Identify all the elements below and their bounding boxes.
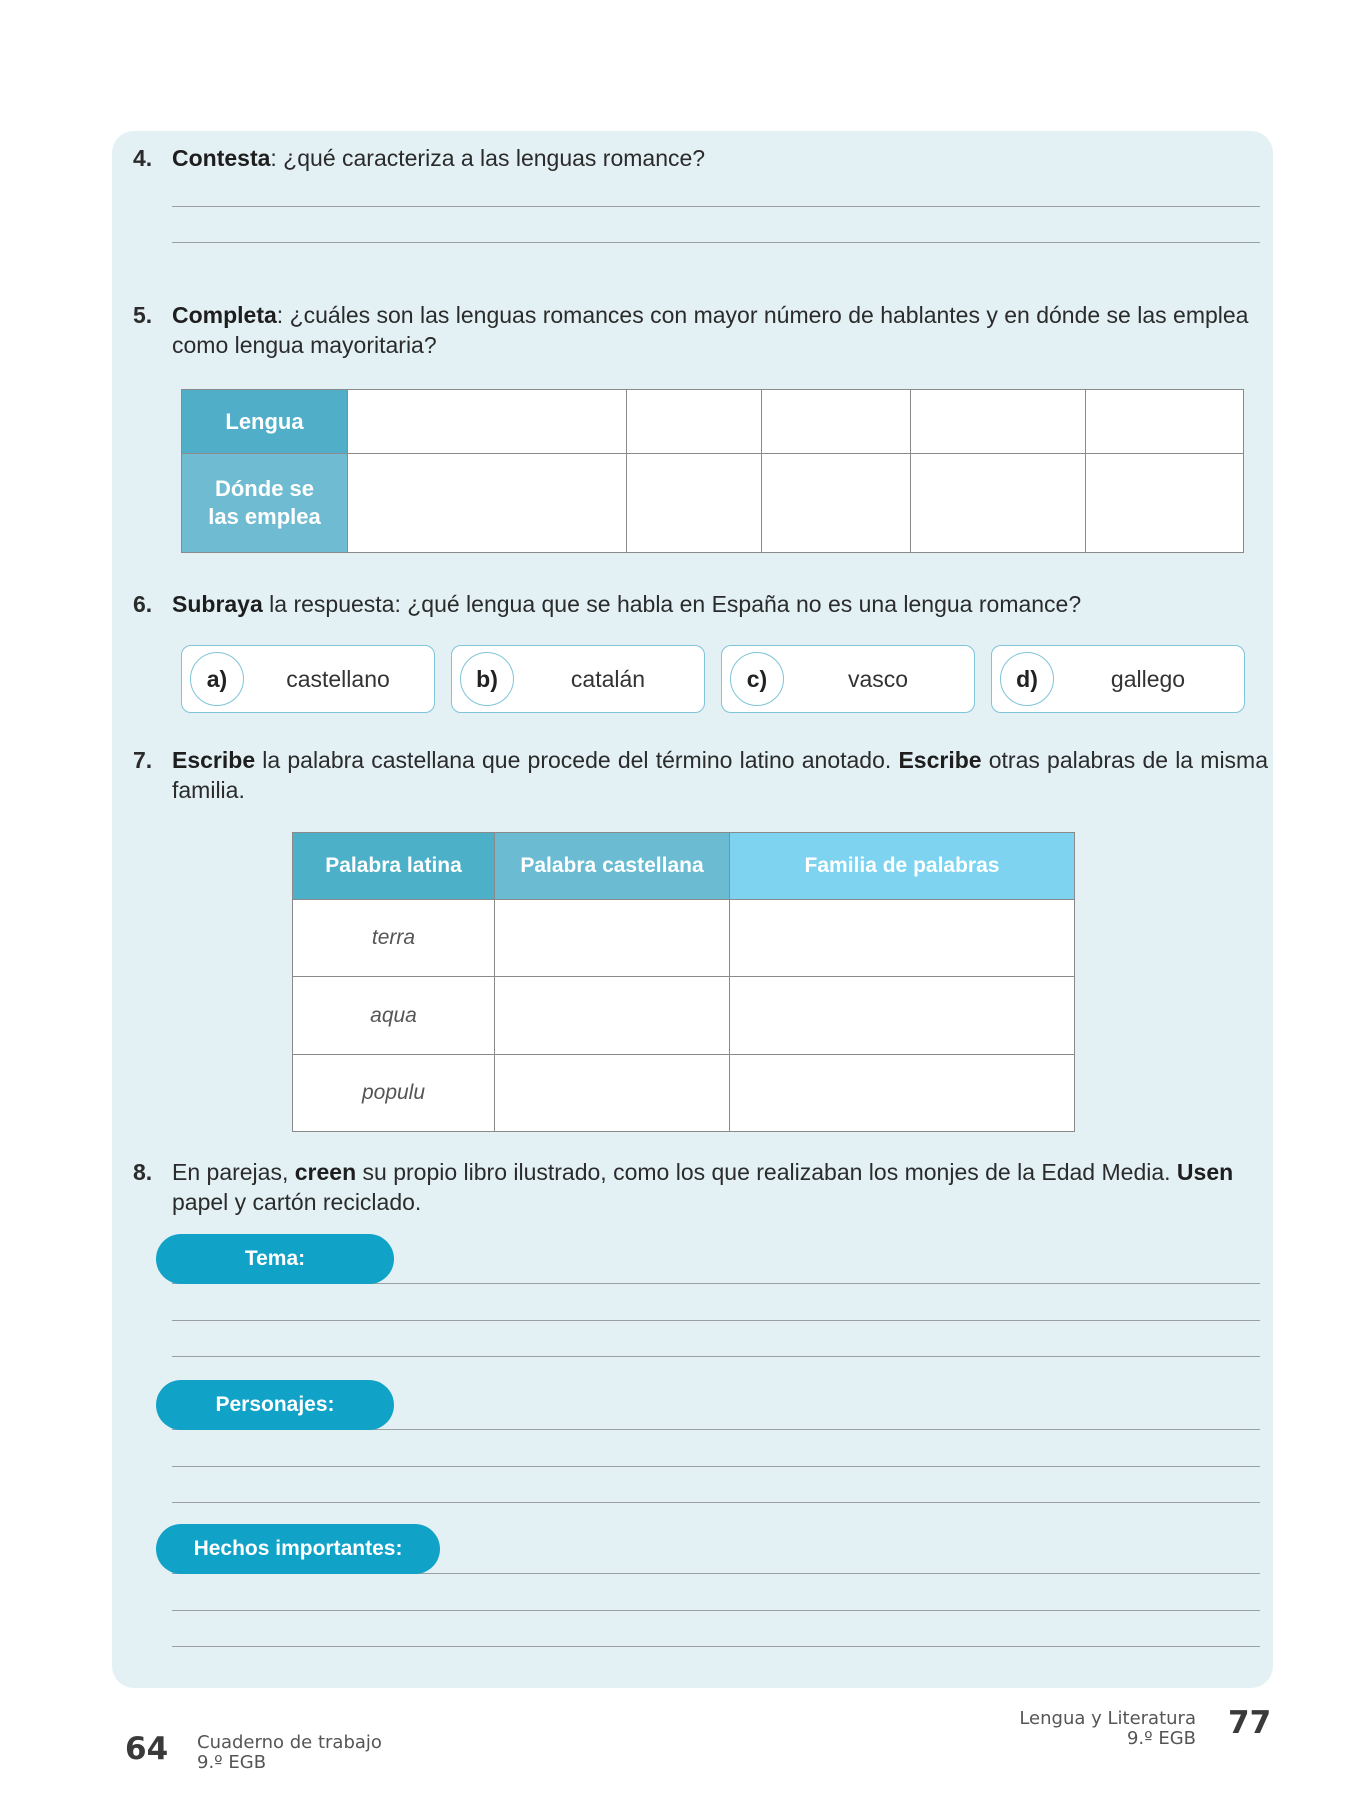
option-d[interactable] [991,645,1245,713]
question-5 [133,300,1268,360]
question-verb: creen [294,1159,357,1185]
question-text: papel y cartón reciclado. [172,1189,422,1215]
question-verb: Usen [1176,1159,1234,1185]
table-cell[interactable] [627,454,762,553]
column-header: Palabra latina [293,833,495,900]
table-cell[interactable] [627,390,762,454]
question-number: 4. [133,145,153,171]
option-a[interactable] [181,645,435,713]
question-verb: Completa [172,302,277,328]
option-letter: c) [730,652,784,706]
answer-line[interactable] [172,1610,1260,1611]
answer-line[interactable] [172,1646,1260,1647]
answer-line[interactable] [172,242,1260,243]
table-row [293,977,1075,1055]
latin-word: aqua [293,977,495,1055]
question-number: 6. [133,591,153,617]
answer-line[interactable] [172,1502,1260,1503]
question-text: : ¿cuáles son las lenguas romances con mayor número de hablantes y en dónde se las emplea como lengua mayoritaria? [172,302,1249,358]
left-footer-title: Cuaderno de trabajo 9.º EGB [197,1732,382,1773]
table-cell[interactable] [730,1055,1075,1132]
hechos-label: Hechos importantes: [156,1524,440,1574]
latin-word: populu [293,1055,495,1132]
option-letter: d) [1000,652,1054,706]
table-row [293,900,1075,977]
option-b[interactable] [451,645,705,713]
table-cell[interactable] [348,390,627,454]
table-cell[interactable] [911,390,1086,454]
tema-label: Tema: [156,1234,394,1284]
table-cell[interactable] [762,454,911,553]
table-row [293,1055,1075,1132]
latin-words-table [292,832,1075,1132]
question-text: : ¿qué caracteriza a las lenguas romance? [270,145,706,171]
option-letter: b) [460,652,514,706]
option-label: vasco [847,665,909,692]
question-text: otras palabras de la misma familia. [172,747,1268,803]
languages-table [181,389,1244,553]
table-cell[interactable] [495,977,730,1055]
answer-line[interactable] [172,1320,1260,1321]
question-8 [133,1157,1268,1217]
right-footer-title: Lengua y Literatura 9.º EGB [1019,1708,1196,1749]
row-header-donde: Dónde se las emplea [182,454,348,553]
table-cell[interactable] [762,390,911,454]
row-header-lengua: Lengua [182,390,348,454]
option-c[interactable] [721,645,975,713]
personajes-label: Personajes: [156,1380,394,1430]
question-verb: Contesta [172,145,271,171]
option-label: castellano [286,665,390,692]
column-header: Palabra castellana [495,833,730,900]
option-label: catalán [570,665,646,692]
latin-word: terra [293,900,495,977]
question-text: la palabra castellana que procede del término latino anotado. [255,747,899,773]
question-number: 8. [133,1159,153,1185]
table-cell[interactable] [730,900,1075,977]
question-number: 7. [133,747,153,773]
question-7 [133,745,1268,805]
table-cell[interactable] [730,977,1075,1055]
answer-line[interactable] [172,1356,1260,1357]
table-cell[interactable] [348,454,627,553]
answer-line[interactable] [172,1466,1260,1467]
question-text: su propio libro ilustrado, como los que realizaban los monjes de la Edad Media. [356,1159,1177,1185]
question-text: la respuesta: ¿qué lengua que se habla en España no es una lengua romance? [262,591,1082,617]
question-4 [133,143,1268,173]
question-verb: Escribe [172,747,256,773]
table-cell[interactable] [495,900,730,977]
question-verb: Subraya [172,591,263,617]
question-text: En parejas, [172,1159,295,1185]
table-cell[interactable] [1086,390,1244,454]
table-cell[interactable] [1086,454,1244,553]
question-verb: Escribe [898,747,982,773]
left-page-number: 64 [125,1731,169,1767]
table-cell[interactable] [911,454,1086,553]
question-6 [133,589,1268,619]
option-letter: a) [190,652,244,706]
question-number: 5. [133,302,153,328]
column-header: Familia de palabras [730,833,1075,900]
table-cell[interactable] [495,1055,730,1132]
answer-line[interactable] [172,206,1260,207]
right-page-number: 77 [1228,1705,1272,1741]
option-label: gallego [1110,665,1186,692]
